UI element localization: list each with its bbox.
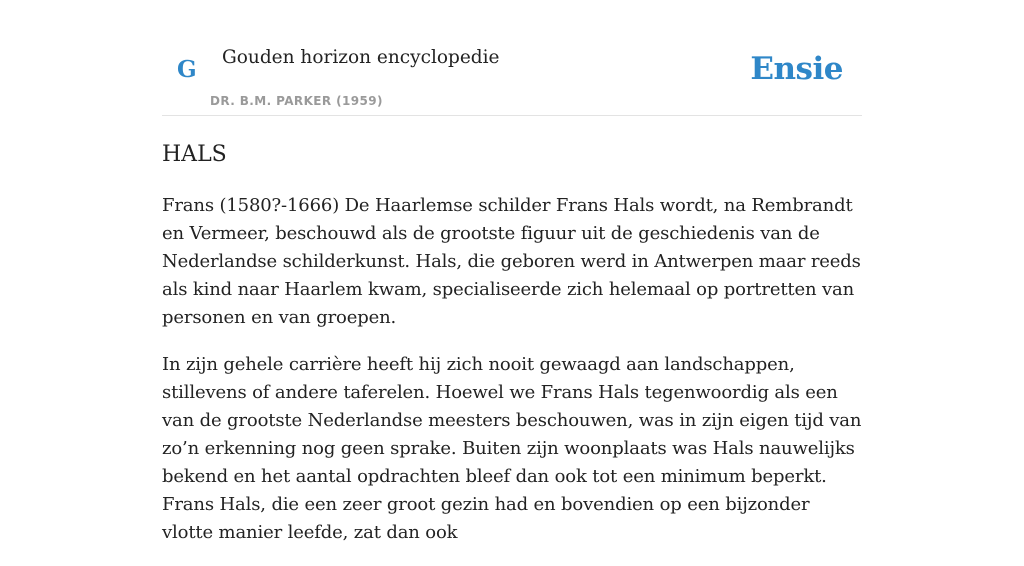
entry-title: HALS — [162, 142, 227, 167]
book-logo[interactable]: G — [177, 56, 197, 83]
article-paragraph: Frans (1580?-1666) De Haarlemse schilder Frans Hals wordt, na Rembrandt en Vermeer, beschouwd als de grootste figuur uit de geschiedenis van de Nederlandse schilderkunst. Hals, die geboren werd in Antwerpen maar reeds als kind naar Haarlem kwam, specialiseerde zich helemaal op portretten van personen en van groepen. — [162, 195, 861, 328]
site-header — [162, 0, 862, 116]
book-title-link[interactable]: Gouden horizon encyclopedie — [222, 47, 500, 68]
ensie-logo-link[interactable]: Ensie — [750, 51, 843, 87]
content-container — [162, 0, 862, 543]
book-author: DR. B.M. PARKER (1959) — [210, 94, 383, 108]
article-paragraph: In zijn gehele carrière heeft hij zich nooit gewaagd aan landschappen, stillevens of andere taferelen. Hoewel we Frans Hals tegenwoordig als een van de grootste Nederlandse meesters beschouwen, was in zijn eigen tijd van zo’n erkenning nog geen sprake. Buiten zijn woonplaats was Hals nauwelijks bekend en het aantal opdrachten bleef dan ook tot een minimum beperkt. Frans Hals, die een zeer groot gezin had en bovendien op een bijzonder vlotte manier leefde, zat dan ook — [162, 354, 862, 543]
entry-article — [162, 192, 862, 566]
